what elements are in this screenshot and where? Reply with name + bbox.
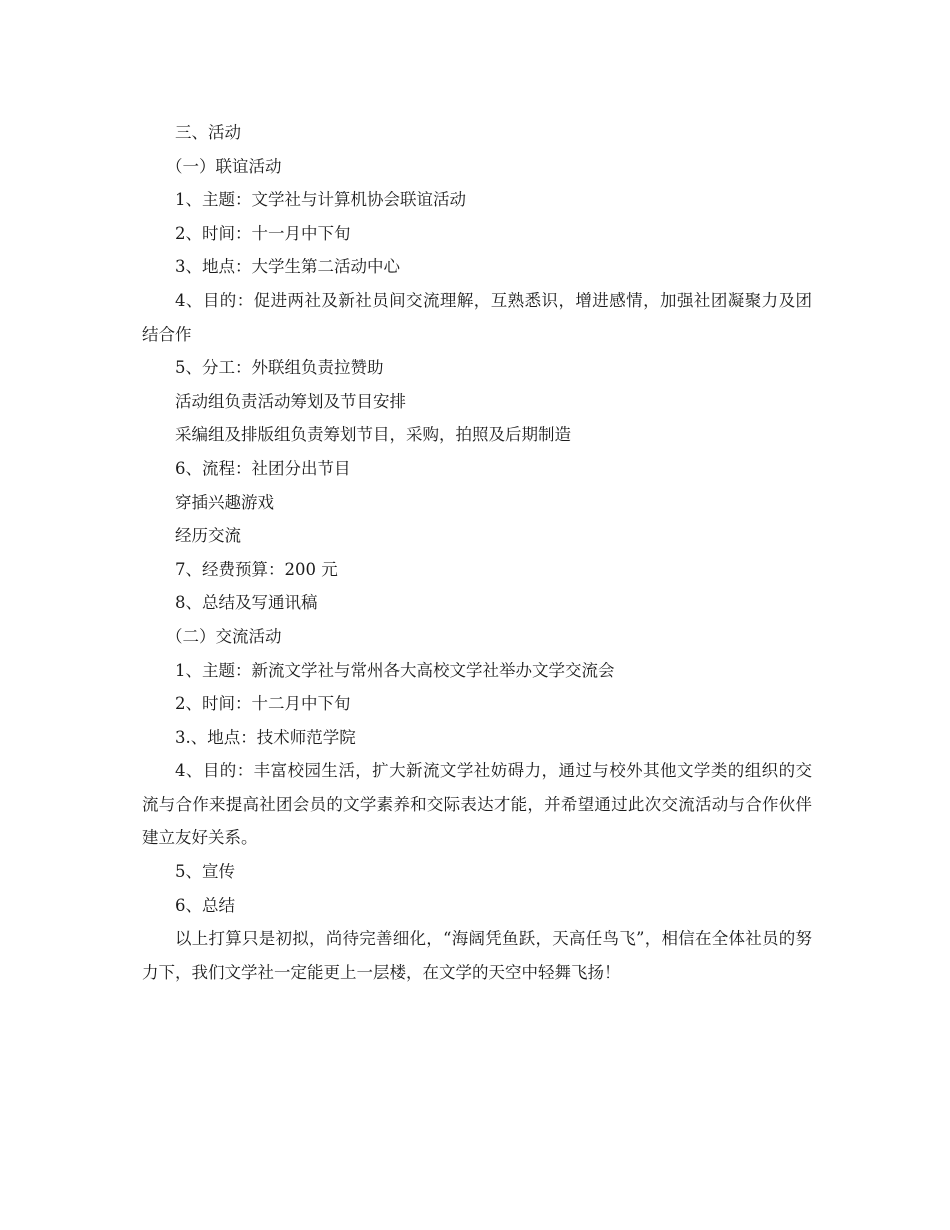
subsection-heading: （一）联谊活动 bbox=[166, 156, 282, 176]
document-body bbox=[142, 116, 812, 989]
paragraph: 1、主题：新流文学社与常州各大高校文学社举办文学交流会 bbox=[175, 660, 615, 680]
paragraph: 3.、地点：技术师范学院 bbox=[175, 727, 356, 747]
paragraph: 2、时间：十二月中下旬 bbox=[175, 694, 351, 714]
subsection-heading: （二）交流活动 bbox=[166, 626, 282, 646]
paragraph: 8、总结及写通讯稿 bbox=[175, 593, 318, 613]
paragraph: 3、地点：大学生第二活动中心 bbox=[175, 257, 400, 277]
paragraph: 6、总结 bbox=[175, 895, 235, 915]
paragraph: 4、目的：促进两社及新社员间交流理解，互熟悉识，增进感情，加强社团凝聚力及团结合作 bbox=[142, 290, 812, 344]
paragraph: 穿插兴趣游戏 bbox=[175, 492, 274, 512]
paragraph: 1、主题：文学社与计算机协会联谊活动 bbox=[175, 190, 466, 210]
section-heading: 三、活动 bbox=[175, 123, 241, 142]
paragraph: 4、目的：丰富校园生活，扩大新流文学社妨碍力，通过与校外其他文学类的组织的交流与合作来提高社团会员的文学素养和交际表达才能，并希望通过此次交流活动与合作伙伴建立友好关系。 bbox=[142, 761, 812, 848]
paragraph: 以上打算只是初拟，尚待完善细化，“海阔凭鱼跃，天高任鸟飞”，相信在全体社员的努力下，我们文学社一定能更上一层楼，在文学的天空中轻舞飞扬！ bbox=[142, 929, 812, 982]
paragraph: 经历交流 bbox=[175, 526, 241, 546]
paragraph: 7、经费预算：200 元 bbox=[175, 559, 338, 579]
paragraph: 活动组负责活动筹划及节目安排 bbox=[175, 391, 406, 411]
paragraph: 5、宣传 bbox=[175, 862, 235, 882]
paragraph: 采编组及排版组负责筹划节目，采购，拍照及后期制造 bbox=[175, 425, 571, 445]
paragraph: 5、分工：外联组负责拉赞助 bbox=[175, 358, 384, 378]
paragraph: 2、时间：十一月中下旬 bbox=[175, 223, 351, 243]
paragraph: 6、流程：社团分出节目 bbox=[175, 458, 351, 478]
